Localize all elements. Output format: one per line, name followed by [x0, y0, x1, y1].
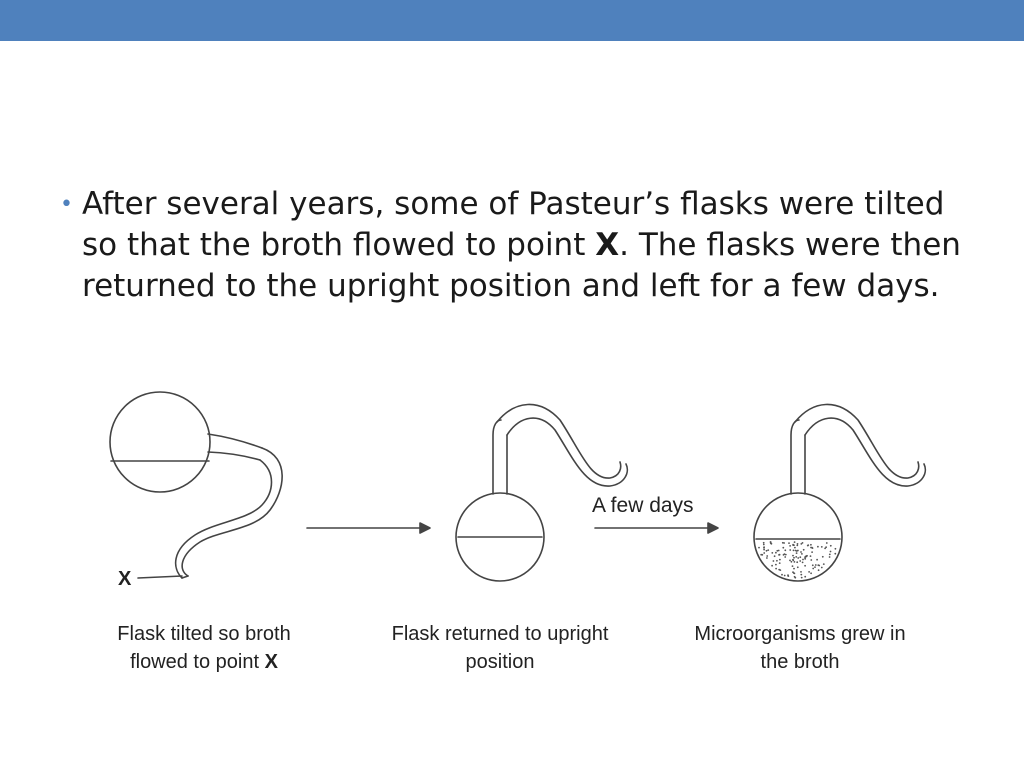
microorganism-dot: [816, 559, 818, 561]
microorganism-dot: [775, 564, 777, 566]
microorganism-dot: [808, 571, 810, 573]
microorganism-dot: [810, 572, 812, 574]
microorganism-dot: [812, 547, 814, 549]
microorganism-dot: [763, 549, 765, 551]
microorganism-dot: [835, 548, 837, 550]
microorganism-dot: [763, 552, 765, 554]
microorganism-dot: [789, 560, 791, 562]
microorganism-dot: [794, 577, 796, 579]
microorganism-dot: [771, 552, 773, 554]
tilted-flask: [110, 392, 282, 578]
pasteur-flask-diagram: [0, 380, 1024, 768]
caption-upright: Flask returned to upright position: [391, 623, 609, 673]
caption-tilted-text: Flask tilted so broth flowed to point: [117, 623, 291, 673]
microorganism-dot: [784, 549, 786, 551]
microorganism-dot: [799, 560, 801, 562]
microorganism-dot: [775, 568, 777, 570]
microorganism-dot: [811, 551, 813, 553]
diagram-drawing: [0, 380, 1024, 768]
microorganism-dot: [829, 556, 831, 558]
microorganism-dot: [834, 553, 836, 555]
microorganism-dot: [810, 544, 812, 546]
microorganism-dot: [802, 562, 804, 564]
microorganism-dot: [784, 575, 786, 577]
tilted-flask-neck-bottom: [208, 452, 260, 460]
upright-flask-swan-outer: [497, 404, 621, 478]
microorganism-dot: [817, 546, 819, 548]
microorganism-dot: [789, 549, 791, 551]
microorganism-dot: [810, 559, 812, 561]
microorganism-dot: [812, 564, 814, 566]
bullet-emphasis-x: X: [595, 227, 620, 263]
microorganism-dot: [815, 564, 817, 566]
microorganism-dot: [821, 546, 823, 548]
microorganism-dot: [793, 557, 795, 559]
microorganism-dot: [796, 561, 798, 563]
microorganism-dot: [796, 550, 798, 552]
microorganism-dot: [794, 561, 796, 563]
caption-tilted-emphasis: X: [264, 651, 278, 673]
bullet-dot: •: [60, 192, 73, 217]
point-x-label: X: [118, 568, 132, 590]
caption-microorganisms: Microorganisms grew in the broth: [694, 623, 906, 673]
microorganism-dot: [804, 558, 806, 560]
microorganism-dot: [771, 565, 773, 567]
microorganism-dot: [763, 542, 765, 544]
microorganism-dot: [821, 567, 823, 569]
upright-flask: [456, 404, 627, 581]
microorganism-dot: [792, 544, 794, 546]
tilted-flask-tip: [182, 576, 188, 578]
microorganism-dot: [803, 549, 805, 551]
cloudy-flask-swan-inner: [805, 418, 925, 486]
microorganism-dot: [760, 554, 762, 556]
microorganism-dot: [787, 574, 789, 576]
microorganism-dot: [814, 566, 816, 568]
microorganism-dot: [793, 550, 795, 552]
top-accent-bar: [0, 0, 1024, 41]
microorganism-dot: [773, 560, 775, 562]
microorganism-dot: [779, 562, 781, 564]
microorganism-dot: [804, 576, 806, 578]
tilted-flask-neck-top: [208, 434, 262, 448]
microorganism-dot: [793, 568, 795, 570]
microorganism-dot: [792, 565, 794, 567]
cloudy-flask-swan-outer: [795, 404, 919, 478]
microorganism-dot: [824, 548, 826, 550]
bullet-text-part2: . The flasks were then returned to the upright position and left for a few days.: [82, 227, 961, 304]
microorganism-dot: [776, 560, 778, 562]
bullet-paragraph: [60, 184, 980, 307]
microorganism-dot: [794, 541, 796, 543]
bullet-text: [82, 184, 962, 307]
microorganism-dot: [774, 555, 776, 557]
arrow-one: [307, 523, 430, 533]
upright-flask-neck-left: [493, 420, 501, 494]
microorganism-dot: [812, 568, 814, 570]
microorganism-dot: [766, 550, 768, 552]
microorganism-dot: [792, 559, 794, 561]
microorganism-dot: [818, 569, 820, 571]
pointer-line-x: [138, 576, 182, 578]
microorganism-dot: [767, 549, 769, 551]
microorganism-dot: [807, 545, 809, 547]
microorganism-dot: [810, 555, 812, 557]
microorganism-dot: [830, 551, 832, 553]
microorganism-dot: [830, 545, 832, 547]
microorganism-dot: [782, 547, 784, 549]
upright-flask-swan-inner: [507, 418, 627, 486]
microorganism-dot: [804, 565, 806, 567]
microorganism-dot: [763, 544, 765, 546]
microorganism-dot: [806, 555, 808, 557]
microorganism-dot: [797, 566, 799, 568]
microorganism-dot: [775, 552, 777, 554]
microorganism-dot: [800, 571, 802, 573]
microorganism-dot: [791, 561, 793, 563]
microorganism-dot: [778, 569, 780, 571]
bullet-text-part1: After several years, some of Pasteur’s flasks were tilted so that the broth flowed to point: [82, 186, 945, 263]
microorganism-dot: [763, 546, 765, 548]
microorganism-dot: [783, 542, 785, 544]
microorganism-dot: [800, 574, 802, 576]
tilted-flask-bulb: [110, 392, 210, 492]
microorganism-dot: [801, 553, 803, 555]
microorganism-dot: [796, 545, 798, 547]
microorganism-dot: [779, 554, 781, 556]
microorganism-dot: [796, 552, 798, 554]
microorganism-dot: [800, 543, 802, 545]
microorganism-dot: [822, 556, 824, 558]
microorganism-dot: [795, 556, 797, 558]
microorganism-dot: [826, 542, 828, 544]
microorganism-dot: [784, 556, 786, 558]
microorganism-dot: [766, 555, 768, 557]
microorganism-dot: [823, 563, 825, 565]
microorganism-dot: [758, 547, 760, 549]
caption-tilted: [104, 620, 304, 676]
microorganism-dot: [794, 547, 796, 549]
cloudy-flask-neck-left: [791, 420, 799, 494]
microorganism-dot: [784, 553, 786, 555]
microorganism-dot: [799, 556, 801, 558]
microorganism-dot: [779, 559, 781, 561]
microorganism-dot: [776, 550, 778, 552]
microorganism-dot: [797, 557, 799, 559]
microorganism-dot: [800, 551, 802, 553]
microorganism-dot: [801, 577, 803, 579]
tilted-flask-swan-neck-inner: [176, 460, 272, 578]
microorganism-dot: [829, 554, 831, 556]
microorganism-dot: [788, 542, 790, 544]
microorganism-dot: [793, 572, 795, 574]
microorganism-dot: [766, 557, 768, 559]
microorganism-dot: [792, 555, 794, 557]
microorganism-dot: [802, 559, 804, 561]
arrow-two: [595, 523, 718, 533]
microorganism-dot: [789, 545, 791, 547]
microorganism-dot: [770, 541, 772, 543]
microorganism-dot: [817, 564, 819, 566]
arrow-label-few-days: A few days: [592, 494, 694, 517]
microorganism-dot: [781, 574, 783, 576]
